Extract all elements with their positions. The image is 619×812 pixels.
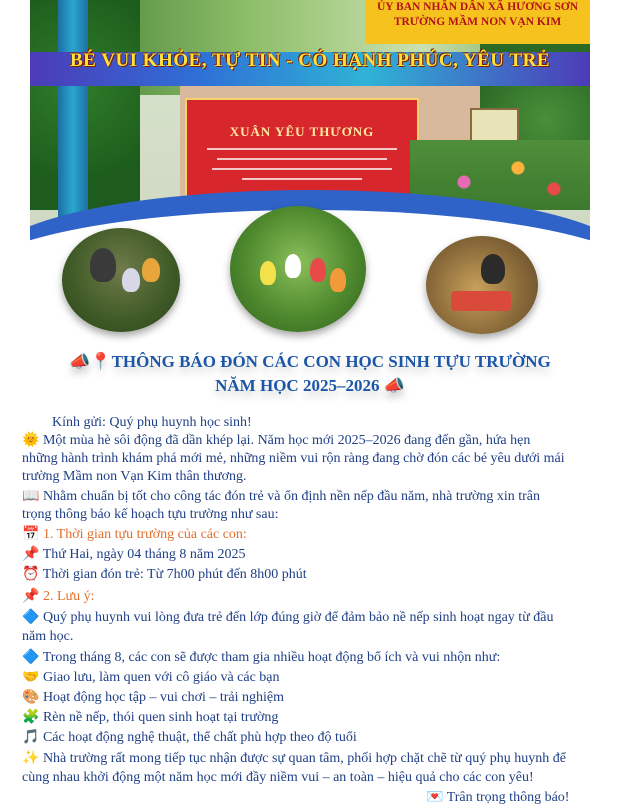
note-line: 🔷 Trong tháng 8, các con sẽ được tham gia nhiều hoạt động bổ ích và vui nhộn như: xyxy=(22,650,501,665)
banner-text-line xyxy=(212,168,392,170)
sparkle-icon: ✨ xyxy=(22,751,40,766)
school-slogan: BÉ VUI KHỎE, TỰ TIN - CÓ HẠNH PHÚC, YÊU TRẺ xyxy=(69,50,551,71)
activity-item: 🤝 Giao lưu, làm quen với cô giáo và các bạn xyxy=(22,670,280,685)
diamond-icon: 🔷 xyxy=(22,650,40,665)
note-line: năm học. xyxy=(22,629,74,644)
photo-circle-right xyxy=(426,236,538,334)
clock-icon: ⏰ xyxy=(22,567,40,582)
greeting: Kính gửi: Quý phụ huynh học sinh! xyxy=(52,415,252,430)
handshake-icon: 🤝 xyxy=(22,670,40,685)
pin-icon: 📍 xyxy=(90,352,112,371)
intro-line: những hành trình khám phá mới mẻ, những niềm vui rộn ràng đang chờ đón các bé yêu dưới mái xyxy=(22,451,565,466)
note-line: 🔷 Quý phụ huynh vui lòng đưa trẻ đến lớp đúng giờ để đảm bảo nề nếp sinh hoạt ngay từ đầu xyxy=(22,610,554,625)
section-heading: 📅 1. Thời gian tựu trường của các con: xyxy=(22,527,247,542)
child-figure xyxy=(260,261,276,285)
megaphone-icon: 📣 xyxy=(69,352,91,371)
music-icon: 🎵 xyxy=(22,730,40,745)
notice-title xyxy=(40,350,580,398)
diamond-icon: 🔷 xyxy=(22,610,40,625)
child-figure xyxy=(330,268,346,292)
person-figure xyxy=(90,248,116,282)
book-icon: 📖 xyxy=(22,489,40,504)
header-line-1: ỦY BAN NHÂN DÂN XÃ HƯƠNG SƠN xyxy=(376,1,579,13)
prep-line: trọng thông báo kế hoạch tựu trường như sau: xyxy=(22,507,279,522)
activity-item: 🧩 Rèn nề nếp, thói quen sinh hoạt tại trường xyxy=(22,710,279,725)
sun-icon: 🌞 xyxy=(22,433,40,448)
child-figure xyxy=(122,268,140,292)
title-line-1: THÔNG BÁO ĐÓN CÁC CON HỌC SINH TỰU TRƯỜNG xyxy=(111,352,551,371)
school-header-box xyxy=(365,0,590,44)
closing-line: ✨ Nhà trường rất mong tiếp tục nhận được sự quan tâm, phối hợp chặt chẽ từ quý phụ huynh để xyxy=(22,751,566,766)
section-heading: 📌 2. Lưu ý: xyxy=(22,589,95,604)
megaphone-icon: 📣 xyxy=(383,376,405,395)
activity-item: 🎨 Hoạt động học tập – vui chơi – trải nghiệm xyxy=(22,690,285,705)
child-figure xyxy=(285,254,301,278)
header-line-2: TRƯỜNG MẦM NON VẠN KIM xyxy=(393,16,562,28)
envelope-icon: 💌 xyxy=(426,790,444,805)
intro-line: 🌞 Một mùa hè sôi động đã dần khép lại. Năm học mới 2025–2026 đang đến gần, hứa hẹn xyxy=(22,433,531,448)
activity-item: 🎵 Các hoạt động nghệ thuật, thể chất phù hợp theo độ tuổi xyxy=(22,730,357,745)
closing-line: cùng nhau khởi động một năm học mới đầy niềm vui – an toàn – hiệu quả cho các con yêu! xyxy=(22,770,534,785)
child-figure xyxy=(310,258,326,282)
prep-line: 📖 Nhằm chuẩn bị tốt cho công tác đón trẻ và ổn định nền nếp đầu năm, nhà trường xin trân xyxy=(22,489,541,504)
intro-line: trường Mầm non Vạn Kim thân thương. xyxy=(22,469,247,484)
child-figure xyxy=(481,254,505,284)
blue-pillar xyxy=(58,0,88,230)
pin-icon: 📌 xyxy=(22,589,40,604)
banner-text-line xyxy=(217,158,387,160)
palette-icon: 🎨 xyxy=(22,690,40,705)
sign-off: 💌 Trân trọng thông báo! xyxy=(426,790,570,805)
photo-circle-left xyxy=(62,228,180,332)
child-figure xyxy=(142,258,160,282)
banner-title: XUÂN YÊU THƯƠNG xyxy=(229,124,375,139)
banner-text-line xyxy=(242,178,362,180)
date-line: 📌 Thứ Hai, ngày 04 tháng 8 năm 2025 xyxy=(22,547,246,562)
photo-circle-center xyxy=(230,206,366,332)
pin-icon: 📌 xyxy=(22,547,40,562)
toy-table xyxy=(451,291,511,311)
banner-text-line xyxy=(207,148,397,150)
puzzle-icon: 🧩 xyxy=(22,710,40,725)
calendar-icon: 📅 xyxy=(22,527,40,542)
time-line: ⏰ Thời gian đón trẻ: Từ 7h00 phút đến 8h00 phút xyxy=(22,567,307,582)
title-line-2: NĂM HỌC 2025–2026 xyxy=(215,376,380,395)
